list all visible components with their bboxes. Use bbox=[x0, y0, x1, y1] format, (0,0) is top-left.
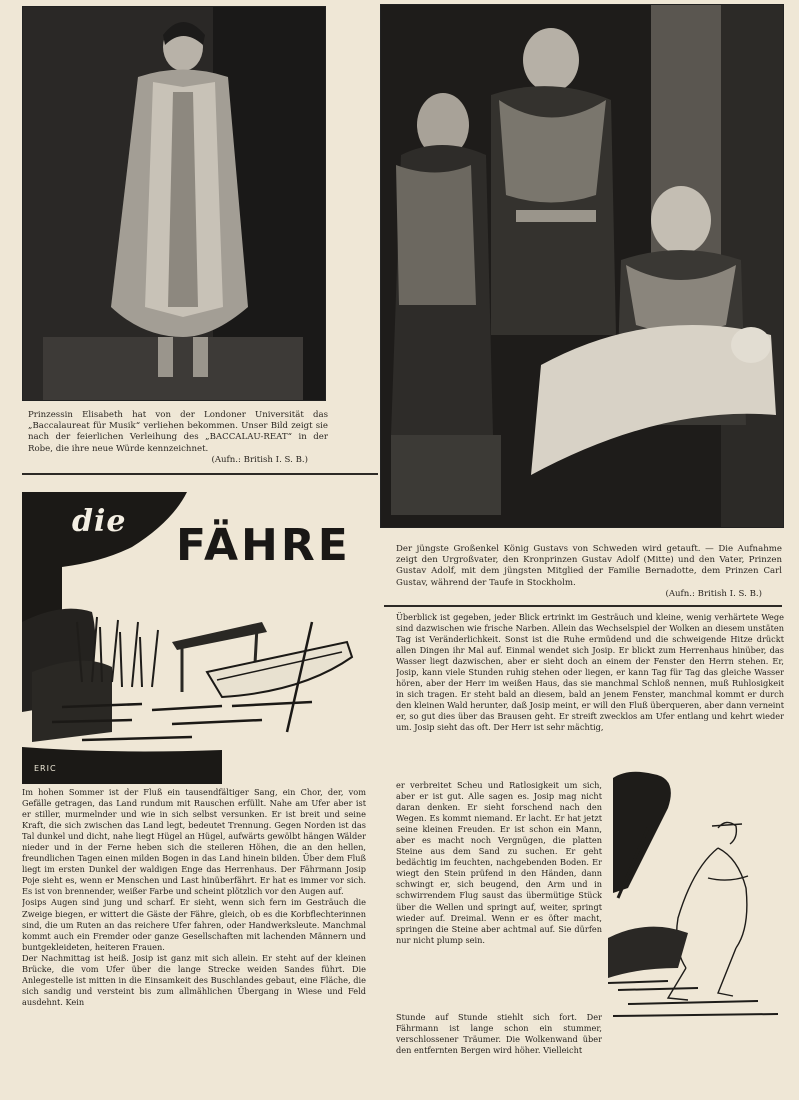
story-column-left bbox=[22, 787, 366, 1087]
story-column-right-end bbox=[396, 1012, 602, 1062]
divider-left bbox=[22, 473, 378, 475]
story-paragraph: Stunde auf Stunde stiehlt sich fort. Der Fährmann ist lange schon ein stummer, verschlossener Träumer. Die Wolkenwand über den entfernten Bergen wird höher. Vielleicht bbox=[396, 1012, 602, 1056]
story-column-right-top bbox=[396, 612, 784, 780]
story-paragraph: Der Nachmittag ist heiß. Josip ist ganz mit sich allein. Er steht auf der kleinen Brücke, die vom Ufer über die lange Strecke weiden Sandes führt. Die Anlegestelle ist mitten in die Einsamkeit des Buschlandes gebaut, eine Fläche, die sich sandig und versteint bis zum allmählichen Übergang in Wiese und Feld ausdehnt. Kein bbox=[22, 952, 366, 1007]
photo-princess-figure bbox=[23, 7, 325, 400]
story-column-right-narrow bbox=[396, 780, 602, 1012]
ferryman-sketch bbox=[608, 768, 788, 1032]
photo-right-credit: (Aufn.: British I. S. B.) bbox=[665, 588, 762, 599]
photo-right-caption-text: Der jüngste Großenkel König Gustavs von Schweden wird getauft. — Die Aufnahme zeigt den Urgroßvater, den Kronprinzen Gustav Adolf (Mitte) und den Vater, Prinzen Gustav Adolf, mit dem jüngsten Mitglied der Familie Bernadotte, dem Prinzen Carl Gustav, während der Taufe in Stockholm. bbox=[396, 544, 782, 588]
story-paragraph: Im hohen Sommer ist der Fluß ein tausendfältiger Sang, ein Chor, der, vom Gefälle getragen, das Land rundum mit Rauschen erfüllt. Nahe am Ufer aber ist er stiller, murmelnder und wie in sich selbst versunken. Er ist breit und seine Kraft, die sich zwischen das Land legt, bedeutet Trennung. Gegen Norden ist das Tal dunkel und dicht, nahe liegt Hügel an Hügel, aufwärts gewölbt hängen Wälder nieder und in der Ferne heben sich die steileren Höhen, die an den hellen, freundlichen Tagen einen milden Bogen in das Land hinein bilden. Über dem Fluß liegt im ersten Dunkel der waldigen Enge das Herrenhaus. Der Fährmann Josip Poje sieht es, wenn er Menschen und Last hinüberfährt. Er hat es immer vor sich. Es ist von brennender, weißer Farbe und scheint plötzlich vor den Augen auf. bbox=[22, 787, 366, 897]
photo-baptism-figures bbox=[381, 5, 783, 527]
story-title-script: die bbox=[72, 504, 127, 539]
ferryman-drawing bbox=[608, 768, 788, 1032]
story-paragraph: Überblick ist gegeben, jeder Blick ertrinkt im Gesträuch und kleine, wenig verhärtete Wege sind dazwischen wie frische Narben. Allein das Wechselspiel der Wolken an diesem unstäten Tag ist Veränderlichkeit. Sonst ist die Ruhe ermüdend und die schweigende Hitze drückt allen Dingen ihr Mal auf. Einmal wendet sich Josip. Er blickt zum Herrenhaus hinüber, das Wasser liegt dazwischen, aber er sieht doch an einem der Fenster den Herrn stehen. Er, Josip, kann viele Stunden ruhig stehen oder liegen, er kann Tag für Tag das gleiche Wasser hören, aber der Herr im weißen Haus, das sie manchmal Schloß nennen, muß Ruhlosigkeit in sich tragen. Er steht bald an diesem, bald an jenem Fenster, manchmal kommt er durch den kleinen Wald herunter, daß Josip meint, er will den Fluß überqueren, aber dann verneint er, so gut dies über das Brausen geht. Er streift zwecklos am Ufer entlang und kehrt wieder um. Josip sieht das oft. Der Herr ist sehr mächtig, bbox=[396, 612, 784, 733]
photo-left-caption-text: Prinzessin Elisabeth hat von der Londoner Universität das „Baccalaureat für Musik“ verliehen bekommen. Unser Bild zeigt sie nach der feierlichen Verleihung des „BACCALAU-REAT“ in der Robe, die ihre neue Würde kennzeichnet. bbox=[28, 410, 328, 454]
photo-left-caption bbox=[28, 410, 328, 466]
story-paragraph: Josips Augen sind jung und scharf. Er sieht, wenn sich fern im Gesträuch die Zweige biegen, er wittert die Gäste der Fähre, gleich, ob es die Korbflechterinnen sind, die um Ruten an das reichere Ufer fahren, oder Handwerksleute. Manchmal kommt auch ein Fremder oder ganze Gesellschaften mit lachenden Männern und buntgekleideten, heiteren Frauen. bbox=[22, 897, 366, 952]
photo-right-caption bbox=[396, 544, 782, 600]
photo-swedish-baptism bbox=[380, 4, 784, 528]
photo-left-credit: (Aufn.: British I. S. B.) bbox=[211, 454, 308, 465]
photo-princess-elisabeth bbox=[22, 6, 326, 401]
story-title: FÄHRE bbox=[176, 520, 351, 571]
illustration-signature: ERIC bbox=[34, 764, 57, 773]
divider-right bbox=[384, 605, 782, 607]
story-paragraph: er verbreitet Scheu und Ratlosigkeit um sich, aber er ist gut. Alle sagen es. Josip mag nicht daran denken. Er sieht forschend nach den Wegen. Es kommt niemand. Er lacht. Er hat jetzt seine kleinen Freuden. Er ist schon ein Mann, aber es macht noch Vergnügen, die platten Steine aus dem Sand zu suchen. Er geht bedächtig im feuchten, nachgebenden Boden. Er wiegt den Stein prüfend in den Händen, dann schwingt er, sich beugend, den Arm und in schwirrendem Flug saust das übermütige Stück über die Wellen und springt auf, weiter, springt wieder auf. Dreimal. Wenn er es öfter macht, springen die Steine aber achtmal auf. Sie dürfen nur nicht plump sein. bbox=[396, 780, 602, 945]
